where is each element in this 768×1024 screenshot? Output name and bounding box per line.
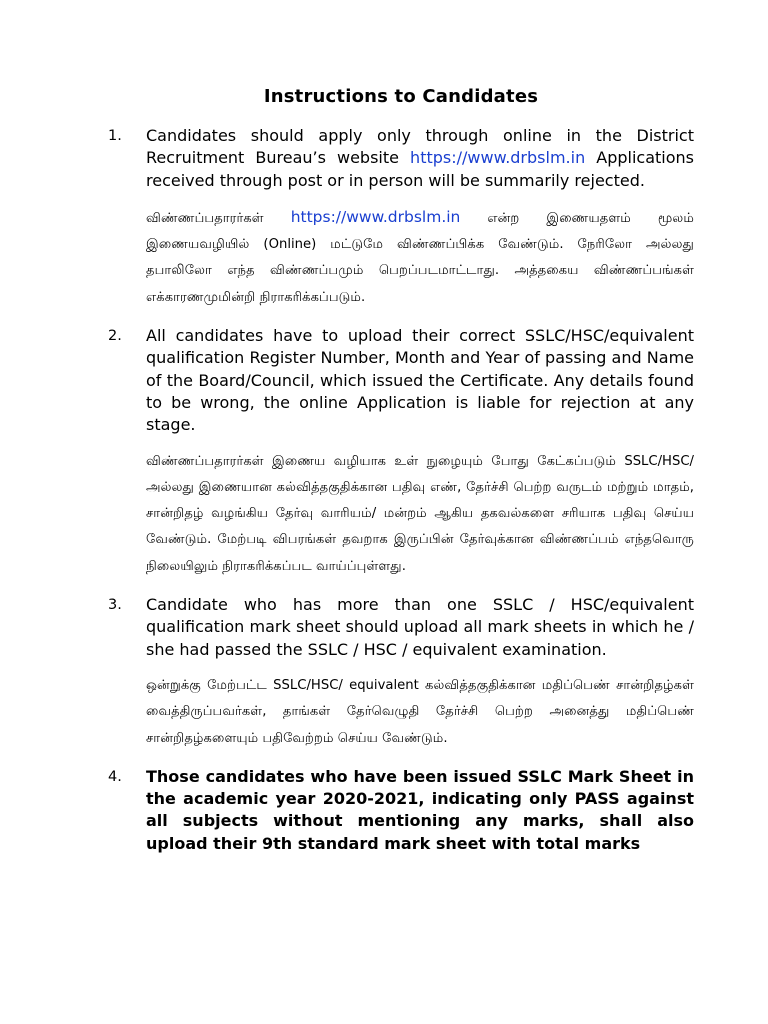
website-link[interactable]: https://www.drbslm.in (410, 148, 586, 168)
instruction-english: All candidates have to upload their correct SSLC/HSC/equivalent qualification Register Number, Month and Year of passing and Name of the Board/Council, which issued the Certificate. Any details found to be wrong, the online Application is liable for rejection at any stage. (146, 326, 694, 435)
instruction-item-4 (108, 766, 694, 855)
item-number: 2. (108, 328, 122, 345)
website-link[interactable]: https://www.drbslm.in (290, 207, 461, 226)
instruction-item-3 (108, 594, 694, 752)
instruction-item-2 (108, 325, 694, 580)
instruction-tamil: ஒன்றுக்கு மேற்பட்ட SSLC/HSC/ equivalent கல்வித்தகுதிக்கான மதிப்பெண் சான்றிதழ்கள் வைத்திருப்பவர்கள், தாங்கள் தேர்வெழுதி தேர்ச்சி பெற்ற அனைத்து மதிப்பெண் சான்றிதழ்களையும் பதிவேற்றம் செய்ய வேண்டும். (146, 677, 694, 746)
instruction-tamil: விண்ணப்பதாரர்கள் இணைய வழியாக உள் நுழையும் போது கேட்கப்படும் SSLC/HSC/அல்லது இணையான கல்வித்தகுதிக்கான பதிவு எண், தேர்ச்சி பெற்ற வருடம் மற்றும் மாதம், சான்றிதழ் வழங்கிய தேர்வு வாரியம்/ மன்றம் ஆகிய தகவல்களை சரியாக பதிவு செய்ய வேண்டும். மேற்படி விபரங்கள் தவறாக இருப்பின் தேர்வுக்கான விண்ணப்பம் எந்தவொரு நிலையிலும் நிராகரிக்கப்பட வாய்ப்புள்ளது. (146, 453, 694, 574)
instruction-text: விண்ணப்பதாரர்கள் (146, 210, 291, 226)
instruction-text: Candidates should apply only through online in the District Recruitment Bureau’s website (146, 126, 694, 168)
instruction-text: Applications received through post or in person will be summarily rejected. (146, 148, 694, 190)
instruction-text: என்ற இணையதளம் மூலம் இணையவழியில் (Online) மட்டுமே விண்ணப்பிக்க வேண்டும். நேரிலோ அல்லது தபாலிலோ எந்த விண்ணப்பமும் பெறப்படமாட்டாது. அத்தகைய விண்ணப்பங்கள் எக்காரணமுமின்றி நிராகரிக்கப்படும். (146, 210, 694, 305)
instruction-english: Candidate who has more than one SSLC / HSC/equivalent qualification mark sheet should upload all mark sheets in which he / she had passed the SSLC / HSC / equivalent examination. (146, 595, 694, 659)
instruction-tamil (146, 204, 694, 311)
item-number: 1. (108, 128, 122, 144)
instruction-english: Those candidates who have been issued SSLC Mark Sheet in the academic year 2020-2021, indicating only PASS against all subjects without mentioning any marks, shall also upload their 9th standard mark sheet with total marks (146, 766, 694, 853)
item-number: 4. (108, 768, 122, 785)
instruction-item-1 (108, 125, 694, 311)
page-title: Instructions to Candidates (263, 86, 539, 107)
instruction-english (146, 125, 694, 192)
item-number: 3. (108, 597, 122, 614)
instructions-list (108, 125, 694, 855)
